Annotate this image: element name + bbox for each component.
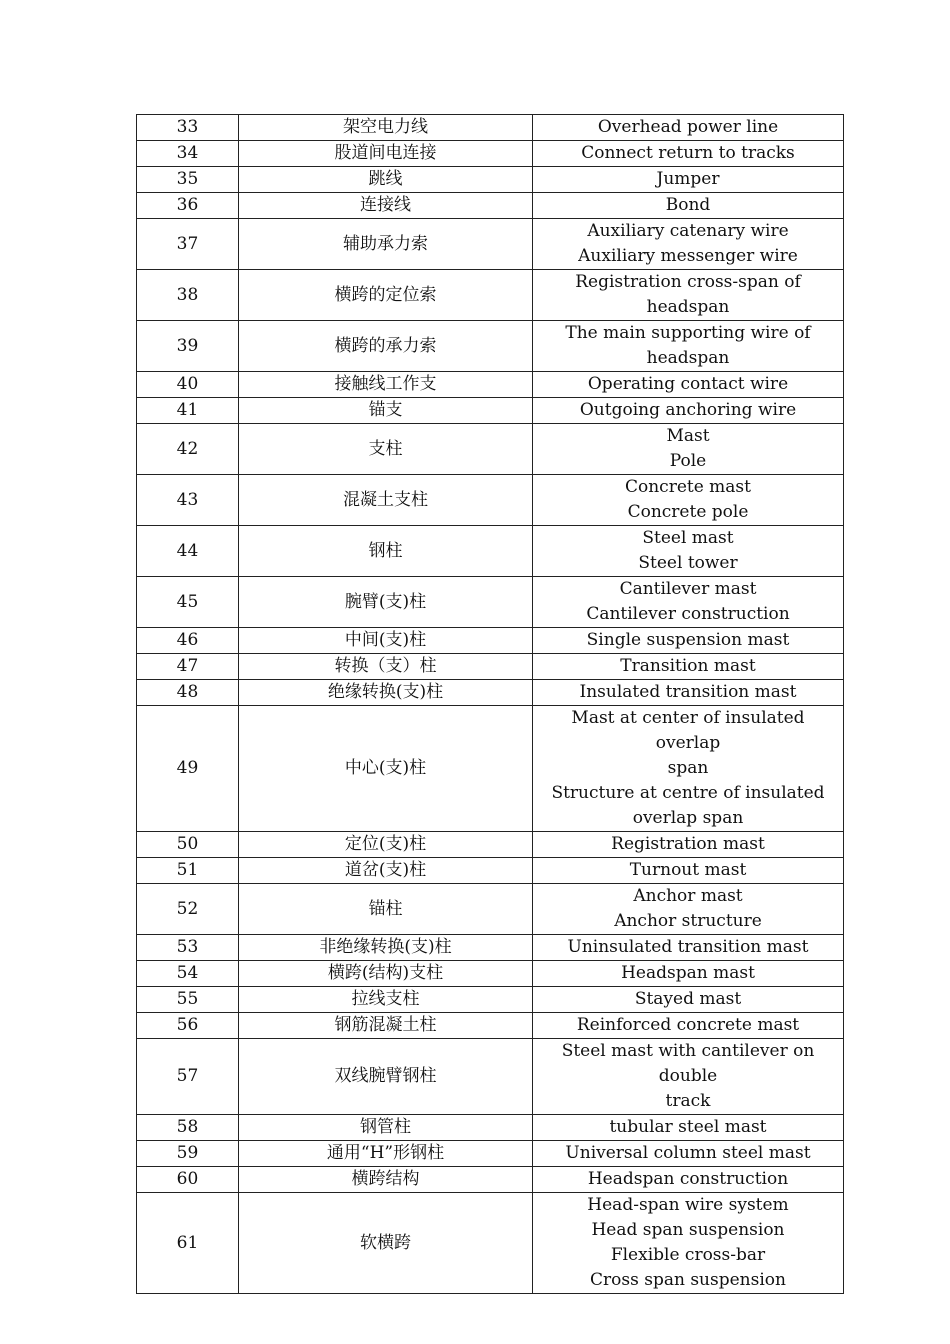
english-term-line: Auxiliary catenary wire — [587, 221, 789, 241]
term-number: 43 — [137, 475, 239, 526]
english-term-line: Insulated transition mast — [579, 682, 797, 702]
table-row — [137, 654, 844, 680]
table-row — [137, 270, 844, 321]
term-number: 40 — [137, 372, 239, 398]
term-number: 46 — [137, 628, 239, 654]
chinese-term: 锚支 — [239, 398, 533, 424]
term-number: 59 — [137, 1141, 239, 1167]
table-row — [137, 961, 844, 987]
chinese-term: 中间(支)柱 — [239, 628, 533, 654]
glossary-body — [137, 115, 844, 1294]
chinese-term: 锚柱 — [239, 884, 533, 935]
term-number: 45 — [137, 577, 239, 628]
english-term-line: Concrete mast — [624, 477, 751, 497]
english-term — [533, 680, 844, 706]
english-term-line: Concrete pole — [627, 502, 749, 522]
english-term-line: Structure at centre of insulated — [551, 783, 825, 803]
english-term-line: headspan — [646, 348, 730, 368]
english-term-line: Turnout mast — [629, 860, 747, 880]
chinese-term: 钢柱 — [239, 526, 533, 577]
english-term — [533, 987, 844, 1013]
english-term-line: Operating contact wire — [587, 374, 789, 394]
chinese-term: 双线腕臂钢柱 — [239, 1039, 533, 1115]
term-number: 48 — [137, 680, 239, 706]
english-term — [533, 372, 844, 398]
term-number: 60 — [137, 1167, 239, 1193]
english-term-line: span — [667, 758, 709, 778]
english-term-line: Pole — [669, 451, 707, 471]
table-row — [137, 526, 844, 577]
term-number: 54 — [137, 961, 239, 987]
table-row — [137, 680, 844, 706]
table-row — [137, 1039, 844, 1115]
table-row — [137, 1193, 844, 1294]
term-number: 52 — [137, 884, 239, 935]
english-term-line: tubular steel mast — [609, 1117, 767, 1137]
english-term — [533, 706, 844, 832]
english-term-line: Reinforced concrete mast — [576, 1015, 800, 1035]
english-term-line: Steel tower — [638, 553, 738, 573]
english-term-line: Jumper — [656, 169, 720, 189]
english-term-line: Headspan construction — [587, 1169, 789, 1189]
table-row — [137, 321, 844, 372]
term-number: 55 — [137, 987, 239, 1013]
table-row — [137, 1141, 844, 1167]
term-number: 41 — [137, 398, 239, 424]
term-number: 49 — [137, 706, 239, 832]
term-number: 44 — [137, 526, 239, 577]
chinese-term: 钢管柱 — [239, 1115, 533, 1141]
term-number: 51 — [137, 858, 239, 884]
english-term-line: Cantilever construction — [586, 604, 790, 624]
table-row — [137, 475, 844, 526]
chinese-term: 支柱 — [239, 424, 533, 475]
term-number: 35 — [137, 167, 239, 193]
term-number: 57 — [137, 1039, 239, 1115]
table-row — [137, 193, 844, 219]
table-row — [137, 398, 844, 424]
english-term — [533, 219, 844, 270]
english-term-line: track — [665, 1091, 711, 1111]
table-row — [137, 1167, 844, 1193]
english-term-line: Overhead power line — [597, 117, 779, 137]
english-term — [533, 628, 844, 654]
english-term — [533, 832, 844, 858]
chinese-term: 跳线 — [239, 167, 533, 193]
english-term-line: Universal column steel mast — [565, 1143, 811, 1163]
chinese-term: 架空电力线 — [239, 115, 533, 141]
table-row — [137, 424, 844, 475]
chinese-term: 定位(支)柱 — [239, 832, 533, 858]
table-row — [137, 167, 844, 193]
table-row — [137, 935, 844, 961]
chinese-term: 钢筋混凝土柱 — [239, 1013, 533, 1039]
chinese-term: 辅助承力索 — [239, 219, 533, 270]
chinese-term: 绝缘转换(支)柱 — [239, 680, 533, 706]
english-term — [533, 935, 844, 961]
table-row — [137, 884, 844, 935]
english-term — [533, 270, 844, 321]
english-term — [533, 193, 844, 219]
chinese-term: 转换（支）柱 — [239, 654, 533, 680]
english-term-line: Auxiliary messenger wire — [578, 246, 798, 266]
chinese-term: 中心(支)柱 — [239, 706, 533, 832]
english-term — [533, 1039, 844, 1115]
english-term — [533, 526, 844, 577]
english-term — [533, 961, 844, 987]
english-term — [533, 1193, 844, 1294]
chinese-term: 横跨(结构)支柱 — [239, 961, 533, 987]
table-row — [137, 858, 844, 884]
english-term-line: Steel mast — [642, 528, 734, 548]
english-term-line: Uninsulated transition mast — [567, 937, 809, 957]
term-number: 50 — [137, 832, 239, 858]
table-row — [137, 141, 844, 167]
english-term-line: Headspan mast — [621, 963, 755, 983]
table-row — [137, 372, 844, 398]
english-term — [533, 167, 844, 193]
term-number: 38 — [137, 270, 239, 321]
english-term — [533, 577, 844, 628]
chinese-term: 腕臂(支)柱 — [239, 577, 533, 628]
chinese-term: 混凝土支柱 — [239, 475, 533, 526]
term-number: 36 — [137, 193, 239, 219]
chinese-term: 横跨的定位索 — [239, 270, 533, 321]
english-term — [533, 321, 844, 372]
english-term — [533, 424, 844, 475]
table-row — [137, 1013, 844, 1039]
table-row — [137, 832, 844, 858]
chinese-term: 接触线工作支 — [239, 372, 533, 398]
term-number: 37 — [137, 219, 239, 270]
english-term-line: Cantilever mast — [619, 579, 757, 599]
term-number: 39 — [137, 321, 239, 372]
chinese-term: 连接线 — [239, 193, 533, 219]
english-term — [533, 1141, 844, 1167]
english-term — [533, 115, 844, 141]
term-number: 42 — [137, 424, 239, 475]
chinese-term: 横跨结构 — [239, 1167, 533, 1193]
chinese-term: 横跨的承力索 — [239, 321, 533, 372]
english-term-line: Mast at center of insulated overlap — [571, 708, 805, 753]
english-term-line: Flexible cross-bar — [610, 1245, 766, 1265]
english-term-line: Head span suspension — [591, 1220, 785, 1240]
glossary-table — [136, 114, 844, 1294]
term-number: 61 — [137, 1193, 239, 1294]
english-term — [533, 475, 844, 526]
term-number: 34 — [137, 141, 239, 167]
chinese-term: 软横跨 — [239, 1193, 533, 1294]
term-number: 56 — [137, 1013, 239, 1039]
english-term-line: Cross span suspension — [590, 1270, 786, 1290]
chinese-term: 通用“H”形钢柱 — [239, 1141, 533, 1167]
english-term — [533, 1013, 844, 1039]
english-term-line: The main supporting wire of — [565, 323, 811, 343]
chinese-term: 拉线支柱 — [239, 987, 533, 1013]
english-term-line: Bond — [665, 195, 711, 215]
english-term-line: overlap span — [632, 808, 744, 828]
english-term-line: Registration mast — [611, 834, 765, 854]
term-number: 53 — [137, 935, 239, 961]
term-number: 33 — [137, 115, 239, 141]
english-term-line: Steel mast with cantilever on double — [561, 1041, 815, 1086]
term-number: 47 — [137, 654, 239, 680]
english-term-line: Transition mast — [620, 656, 756, 676]
table-row — [137, 1115, 844, 1141]
chinese-term: 非绝缘转换(支)柱 — [239, 935, 533, 961]
term-number: 58 — [137, 1115, 239, 1141]
english-term — [533, 1167, 844, 1193]
english-term-line: Head-span wire system — [587, 1195, 789, 1215]
table-row — [137, 577, 844, 628]
english-term — [533, 141, 844, 167]
table-row — [137, 115, 844, 141]
english-term — [533, 858, 844, 884]
english-term-line: Mast — [666, 426, 710, 446]
table-row — [137, 628, 844, 654]
english-term-line: Outgoing anchoring wire — [579, 400, 797, 420]
table-row — [137, 987, 844, 1013]
english-term — [533, 884, 844, 935]
table-row — [137, 706, 844, 832]
english-term-line: Anchor structure — [614, 911, 762, 931]
english-term — [533, 1115, 844, 1141]
chinese-term: 股道间电连接 — [239, 141, 533, 167]
english-term-line: Anchor mast — [633, 886, 743, 906]
chinese-term: 道岔(支)柱 — [239, 858, 533, 884]
english-term-line: Connect return to tracks — [581, 143, 795, 163]
english-term-line: Stayed mast — [634, 989, 742, 1009]
table-row — [137, 219, 844, 270]
english-term — [533, 654, 844, 680]
english-term-line: Single suspension mast — [586, 630, 790, 650]
english-term — [533, 398, 844, 424]
english-term-line: Registration cross-span of headspan — [575, 272, 801, 317]
